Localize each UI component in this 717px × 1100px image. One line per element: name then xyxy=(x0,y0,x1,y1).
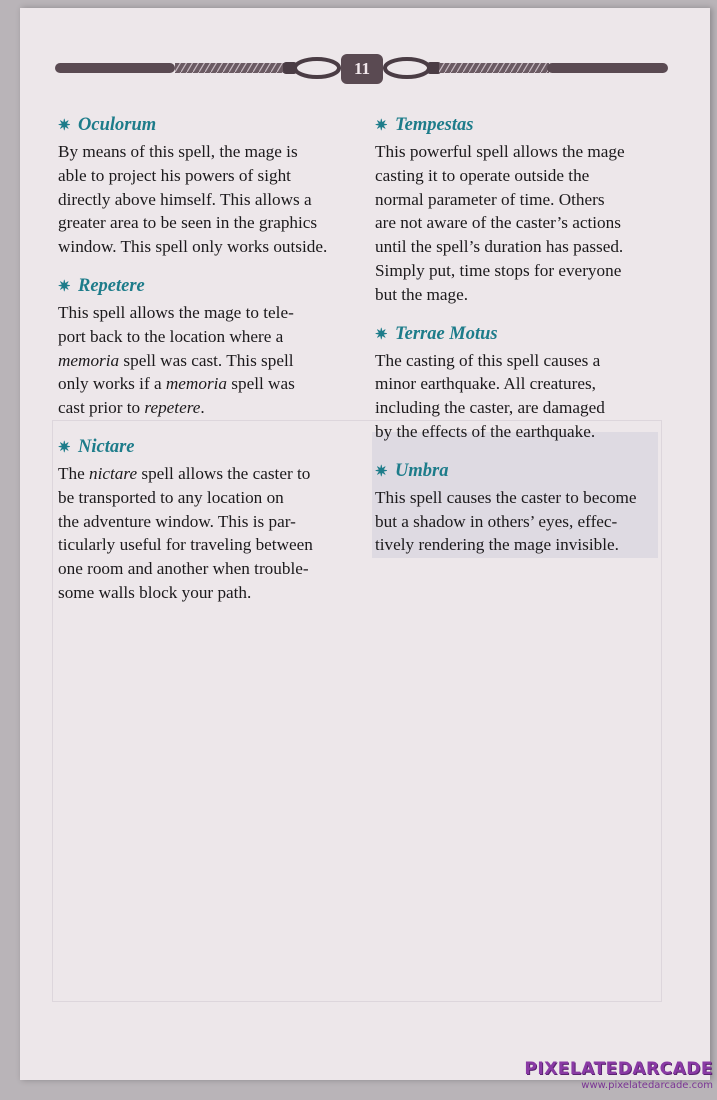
watermark xyxy=(524,1059,713,1091)
asterisk-icon: ✷ xyxy=(375,326,388,343)
spell-description: This powerful spell allows the mage casting it to operate outside the normal parameter of time. Others are not aware of the caster’s actions until the spell’s duration has passed. Simply put, time stops for everyone but the mage. xyxy=(375,142,625,304)
asterisk-icon: ✷ xyxy=(375,463,388,480)
watermark-title: PIXELATEDARCADE xyxy=(524,1059,713,1079)
spell-entry-terrae-motus xyxy=(375,321,665,444)
asterisk-icon: ✷ xyxy=(58,278,71,295)
spell-entry-nictare xyxy=(58,434,350,605)
left-column xyxy=(58,112,350,619)
watermark-url: www.pixelatedarcade.com xyxy=(581,1080,713,1091)
spell-entry-tempestas xyxy=(375,112,665,307)
asterisk-icon: ✷ xyxy=(58,118,71,134)
spell-title: ✷ Terrae Motus xyxy=(375,321,665,348)
spell-description: By means of this spell, the mage is able to project his powers of sight directly above himself. This allows a greater area to be seen in the graphics window. This spell only works outside. xyxy=(58,142,328,257)
spell-title: ✷ Umbra xyxy=(375,458,665,485)
spell-title: ✷ Nictare xyxy=(58,434,350,461)
spell-title: ✷ Repetere xyxy=(58,273,350,300)
spell-title: ✷ Oculorum xyxy=(58,112,350,139)
spell-description: This spell allows the mage to tele- port back to the location where a memoria spell was cast. This spell only works if a memoria spell was cast prior to repetere. xyxy=(58,302,295,418)
page-header-ornament xyxy=(55,52,668,86)
asterisk-icon: ✷ xyxy=(375,118,388,134)
right-column xyxy=(375,112,665,571)
spell-entry-repetere xyxy=(58,273,350,420)
spell-description: This spell causes the caster to become but a shadow in others’ eyes, effec- tively rendering the mage invisible. xyxy=(375,487,637,555)
page-number: 11 xyxy=(353,59,371,78)
spell-description: The casting of this spell causes a minor earthquake. All creatures, including the caster, are damaged by the effects of the earthquake. xyxy=(375,350,605,441)
spell-entry-oculorum xyxy=(58,112,350,259)
spell-entry-umbra xyxy=(375,458,665,557)
spell-title: ✷ Tempestas xyxy=(375,112,665,139)
asterisk-icon: ✷ xyxy=(58,439,71,456)
spell-description: The nictare spell allows the caster to be transported to any location on the adventure window. This is par- ticularly useful for traveling between one room and another when trouble- some walls block your path. xyxy=(58,463,313,602)
